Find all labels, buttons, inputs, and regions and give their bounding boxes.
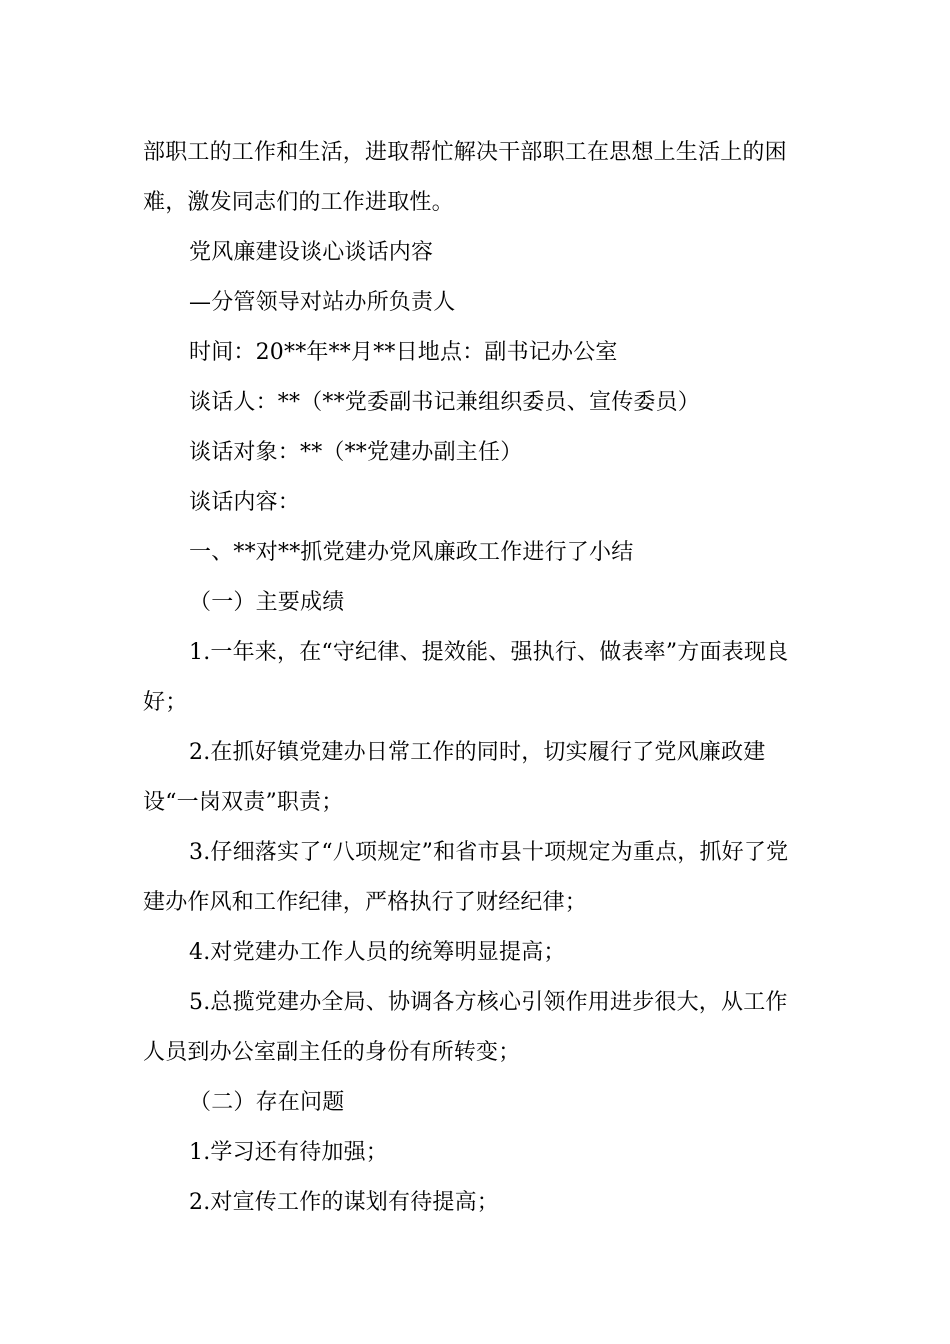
list-item: 5.总揽党建办全局、协调各方核心引领作用进步很大，从工作人员到办公室副主任的身份有所转变；: [143, 990, 788, 1065]
list-item: 1.一年来，在“守纪律、提效能、强执行、做表率”方面表现良好；: [143, 640, 789, 715]
heading-problems: （二）存在问题: [189, 1090, 345, 1115]
interviewee-line: 谈话对象：**（**党建办副主任）: [189, 440, 523, 465]
list-item: 2.在抓好镇党建办日常工作的同时，切实履行了党风廉政建设“一岗双责”职责；: [143, 740, 766, 815]
heading-level1: 一、**对**抓党建办党风廉政工作进行了小结: [189, 540, 634, 565]
heading-achievements: （一）主要成绩: [189, 590, 345, 615]
section-subtitle: —分管领导对站办所负责人: [189, 290, 456, 315]
speaker-line: 谈话人：**（**党委副书记兼组织委员、宣传委员）: [189, 390, 701, 415]
document-body: [143, 128, 808, 1228]
list-item: 4.对党建办工作人员的统筹明显提高；: [189, 940, 566, 965]
paragraph: 部职工的工作和生活，进取帮忙解决干部职工在思想上生活上的困难，激发同志们的工作进取性。: [143, 140, 787, 215]
meeting-time-location: 时间：20**年**月**日地点：副书记办公室: [189, 340, 618, 365]
list-item: 1.学习还有待加强；: [189, 1140, 388, 1165]
list-item: 2.对宣传工作的谋划有待提高；: [189, 1190, 499, 1215]
content-label: 谈话内容：: [189, 490, 301, 515]
list-item: 3.仔细落实了“八项规定”和省市县十项规定为重点，抓好了党建办作风和工作纪律，严格执行了财经纪律；: [143, 840, 789, 915]
section-title: 党风廉建设谈心谈话内容: [189, 240, 434, 265]
